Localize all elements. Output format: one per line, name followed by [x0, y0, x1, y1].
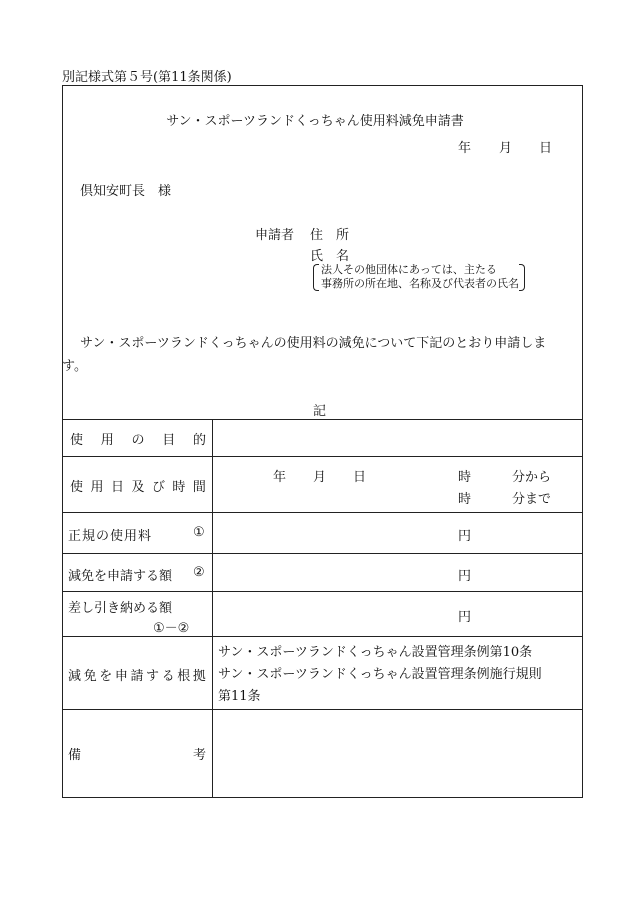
end-hour-label: 時 [458, 492, 472, 507]
label-char: 減 [68, 669, 82, 684]
row-divider [62, 553, 583, 554]
label-char: 用 [90, 480, 104, 495]
applicant-address-label: 住 所 [310, 228, 350, 243]
label-char: 免 [83, 669, 97, 684]
applicant-note-line-1: 法人その他団体にあっては、主たる [321, 263, 497, 276]
purpose-label [70, 429, 206, 448]
applicant-label: 申請者 [255, 228, 295, 243]
end-minute-label: 分まで [512, 492, 552, 507]
regular-fee-mark: ① [193, 525, 205, 540]
label-char: 用 [100, 433, 114, 448]
label-char: 使 [70, 433, 84, 448]
usage-month-label: 月 [313, 470, 327, 485]
row-divider [62, 456, 583, 457]
form-title: サン・スポーツランドくっちゃん使用料減免申請書 [166, 114, 464, 129]
start-minute-label: 分から [512, 470, 552, 485]
label-char: 備 [68, 748, 82, 763]
basis-line-3: 第11条 [218, 689, 261, 704]
row-divider [62, 636, 583, 637]
label-char: 根 [177, 669, 191, 684]
usage-datetime-label [70, 476, 206, 495]
row-divider [62, 512, 583, 513]
label-char: す [146, 669, 160, 684]
label-char: 及 [131, 480, 145, 495]
label-char: 間 [192, 480, 206, 495]
start-hour-label: 時 [458, 470, 472, 485]
date-year-label: 年 [458, 141, 472, 156]
basis-line-2: サン・スポーツランドくっちゃん設置管理条例施行規則 [218, 667, 542, 682]
label-char: び [151, 480, 165, 495]
label-char: る [161, 669, 175, 684]
date-month-label: 月 [499, 141, 513, 156]
applicant-note-line-2: 事務所の所在地、名称及び代表者の氏名 [321, 277, 519, 290]
label-char: 日 [110, 480, 124, 495]
table-top-border [62, 419, 583, 420]
reduction-amount-label: 減免を申請する額 [68, 569, 173, 584]
regular-fee-yen: 円 [458, 529, 472, 544]
date-day-label: 日 [539, 141, 553, 156]
applicant-note-text [321, 263, 519, 291]
applicant-note [313, 263, 525, 290]
row-divider [62, 709, 583, 710]
label-char: を [99, 669, 113, 684]
label-char: 請 [130, 669, 144, 684]
form-number-label: 別記様式第５号(第11条関係) [62, 70, 232, 85]
label-char: 考 [192, 748, 206, 763]
label-char: 使 [70, 480, 84, 495]
addressee: 倶知安町長 様 [80, 184, 172, 199]
reduction-amount-yen: 円 [458, 569, 472, 584]
net-amount-yen: 円 [458, 610, 472, 625]
applicant-name-label: 氏 名 [310, 249, 350, 264]
row-divider [62, 591, 583, 592]
label-char: 目 [162, 433, 176, 448]
right-bracket [519, 264, 525, 291]
reduction-amount-mark: ② [193, 565, 205, 580]
usage-day-label: 日 [353, 470, 367, 485]
net-amount-label: 差し引き納める額 [68, 601, 173, 616]
label-char: 申 [114, 669, 128, 684]
ki-heading: 記 [313, 404, 327, 419]
label-char: 的 [192, 433, 206, 448]
usage-year-label: 年 [273, 470, 287, 485]
request-statement-end: す。 [62, 359, 87, 374]
left-bracket [313, 264, 319, 291]
basis-line-1: サン・スポーツランドくっちゃん設置管理条例第10条 [218, 645, 533, 660]
remarks-label [68, 744, 206, 763]
reduction-basis-label [68, 665, 206, 684]
regular-fee-label: 正規の使用料 [68, 529, 153, 544]
label-char: 時 [172, 480, 186, 495]
net-amount-mark: ①－② [153, 621, 190, 636]
label-char: の [131, 433, 145, 448]
label-char: 拠 [192, 669, 206, 684]
column-divider [212, 419, 213, 798]
request-statement: サン・スポーツランドくっちゃんの使用料の減免について下記のとおり申請しま [80, 336, 547, 351]
